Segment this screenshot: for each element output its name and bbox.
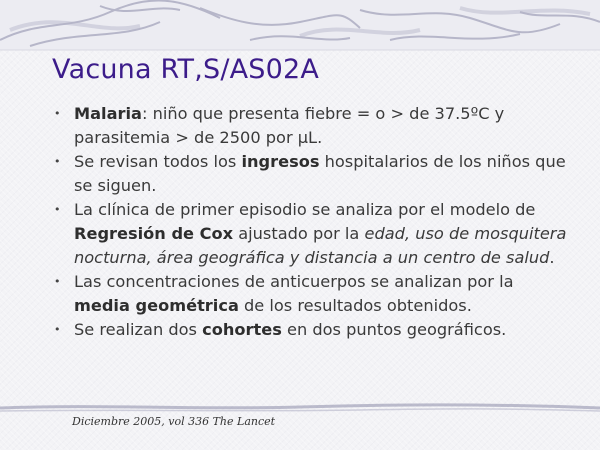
bullet-bold-text: media geométrica <box>74 296 239 315</box>
footer-citation: Diciembre 2005, vol 336 The Lancet <box>72 415 276 428</box>
bullet-item <box>52 102 572 150</box>
bullet-text: de los resultados obtenidos. <box>238 296 472 315</box>
bullet-dot-icon: • <box>54 107 61 120</box>
bullet-list <box>52 102 572 342</box>
bullet-bold-text: ingresos <box>241 152 320 171</box>
bullet-text: : niño que presenta fiebre = o > de 37.5ºC y parasitemia > de 2500 por µL. <box>74 104 505 147</box>
bullet-dot-icon: • <box>54 275 61 288</box>
bullet-dot-icon: • <box>54 203 61 216</box>
bullet-text: Se realizan dos <box>74 320 203 339</box>
bullet-text: . <box>549 248 555 267</box>
bullet-text: hospitalarios de los niños que se siguen. <box>74 152 566 195</box>
bullet-text: en dos puntos geográficos. <box>281 320 507 339</box>
top-wave-decoration <box>0 0 600 52</box>
bullet-text: La clínica de primer episodio se analiza por el modelo de <box>74 200 536 219</box>
slide-title: Vacuna RT,S/AS02A <box>52 54 320 85</box>
bullet-bold-text: cohortes <box>202 320 282 339</box>
bullet-text: Las concentraciones de anticuerpos se analizan por la <box>74 272 514 291</box>
bullet-dot-icon: • <box>54 155 61 168</box>
bullet-bold-text: Malaria <box>74 104 142 123</box>
bullet-text: ajustado por la <box>233 224 365 243</box>
bullet-item <box>52 318 572 342</box>
bullet-text: Se revisan todos los <box>74 152 242 171</box>
bullet-item <box>52 150 572 198</box>
bullet-item <box>52 270 572 318</box>
bullet-dot-icon: • <box>54 323 61 336</box>
bullet-item <box>52 198 572 270</box>
bullet-italic-text: edad, uso de mosquitera nocturna, área geográfica y distancia a un centro de salud <box>74 224 567 267</box>
bullet-bold-text: Regresión de Cox <box>74 224 234 243</box>
